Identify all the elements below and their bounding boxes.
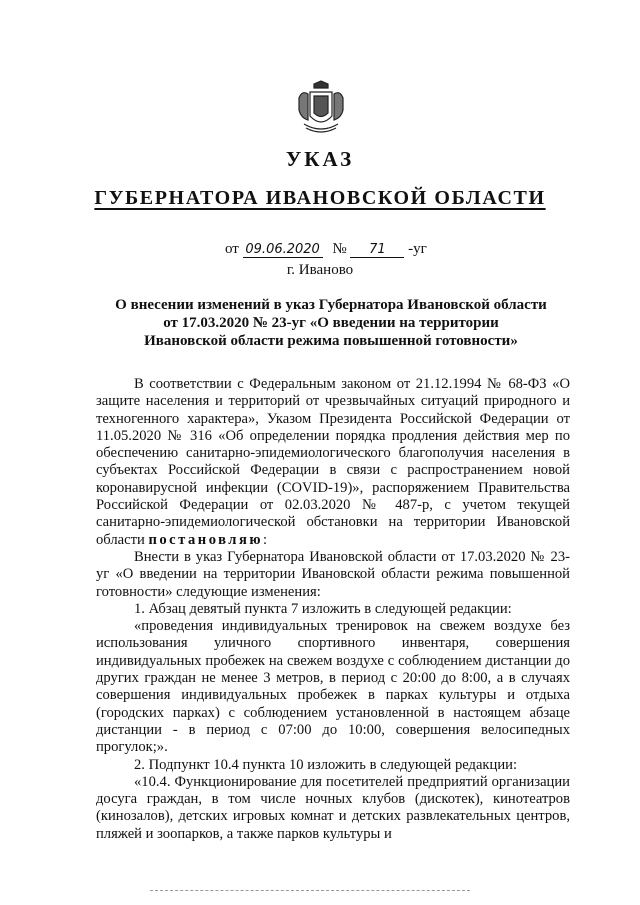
subject-line: от 17.03.2020 № 23-уг «О введении на территории <box>163 315 499 331</box>
number-label: № <box>332 241 347 257</box>
city-label: г. Иваново <box>286 262 354 278</box>
preamble-paragraph <box>96 376 570 549</box>
date-number-line <box>225 241 427 258</box>
document-type-title: УКАЗ <box>285 147 355 171</box>
decree-date: 09.06.2020 <box>243 242 323 258</box>
subject-line: О внесении изменений в указ Губернатора Ивановской области <box>115 297 547 313</box>
from-label: от <box>225 241 239 257</box>
subject-line: Ивановской области режима повышенной готовности» <box>144 333 518 349</box>
number-suffix: -уг <box>408 241 427 257</box>
decree-number: 71 <box>350 242 404 258</box>
decree-subject <box>96 296 566 350</box>
issuer-title: ГУБЕРНАТОРА ИВАНОВСКОЙ ОБЛАСТИ <box>94 187 546 209</box>
preamble-end: : <box>263 531 268 548</box>
scan-artifact-line <box>150 890 470 892</box>
resolve-word: постановляю <box>148 531 264 548</box>
coat-of-arms-emblem <box>296 80 346 136</box>
item-2-paragraph: 2. Подпункт 10.4 пункта 10 изложить в следующей редакции: <box>134 756 518 773</box>
item-1-paragraph: 1. Абзац девятый пункта 7 изложить в следующей редакции: <box>134 600 512 617</box>
item-1-text-paragraph: «проведения индивидуальных тренировок на свежем воздухе без использования уличного спортивного инвентаря, совершения индивидуальных пробежек на свежем воздухе с соблюдением дистанции до других граждан не менее 3 метров, в период с 20:00 до 8:00, а в случаях совершения индивидуальных пробежек в парках культуры и отдыха (городских парках) с соблюдением установленной в настоящем абзаце дистанции - в период с 07:00 до 10:00, совершения велосипедных прогулок;». <box>96 618 570 756</box>
item-2-text-paragraph: «10.4. Функционирование для посетителей предприятий организации досуга граждан, в том числе ночных клубов (дискотек), кинотеатров (кинозалов), детских игровых комнат и детских развлекательных центров, пляжей и зоопарков, а также парков культуры и <box>96 773 570 842</box>
amend-intro-paragraph: Внести в указ Губернатора Ивановской области от 17.03.2020 № 23-уг «О введении на территории Ивановской области режима повышенной готовности» следующие изменения: <box>96 548 570 600</box>
decree-body <box>96 376 570 843</box>
preamble-text: В соответствии с Федеральным законом от 21.12.1994 № 68-ФЗ «О защите населения и территорий от чрезвычайных ситуаций природного и техногенного характера», Указом Президента Российской Федерации от 11.05.2020 № 316 «Об определении порядка продления действия мер по обеспечению санитарно-эпидемиологического благополучия населения в субъектах Российской Федерации в связи с распространением новой коронавирусной инфекции (COVID-19)», распоряжением Правительства Российской Федерации от 02.03.2020 № 487-р, с учетом текущей санитарно-эпидемиологической обстановки на территории Ивановской области <box>96 376 570 548</box>
